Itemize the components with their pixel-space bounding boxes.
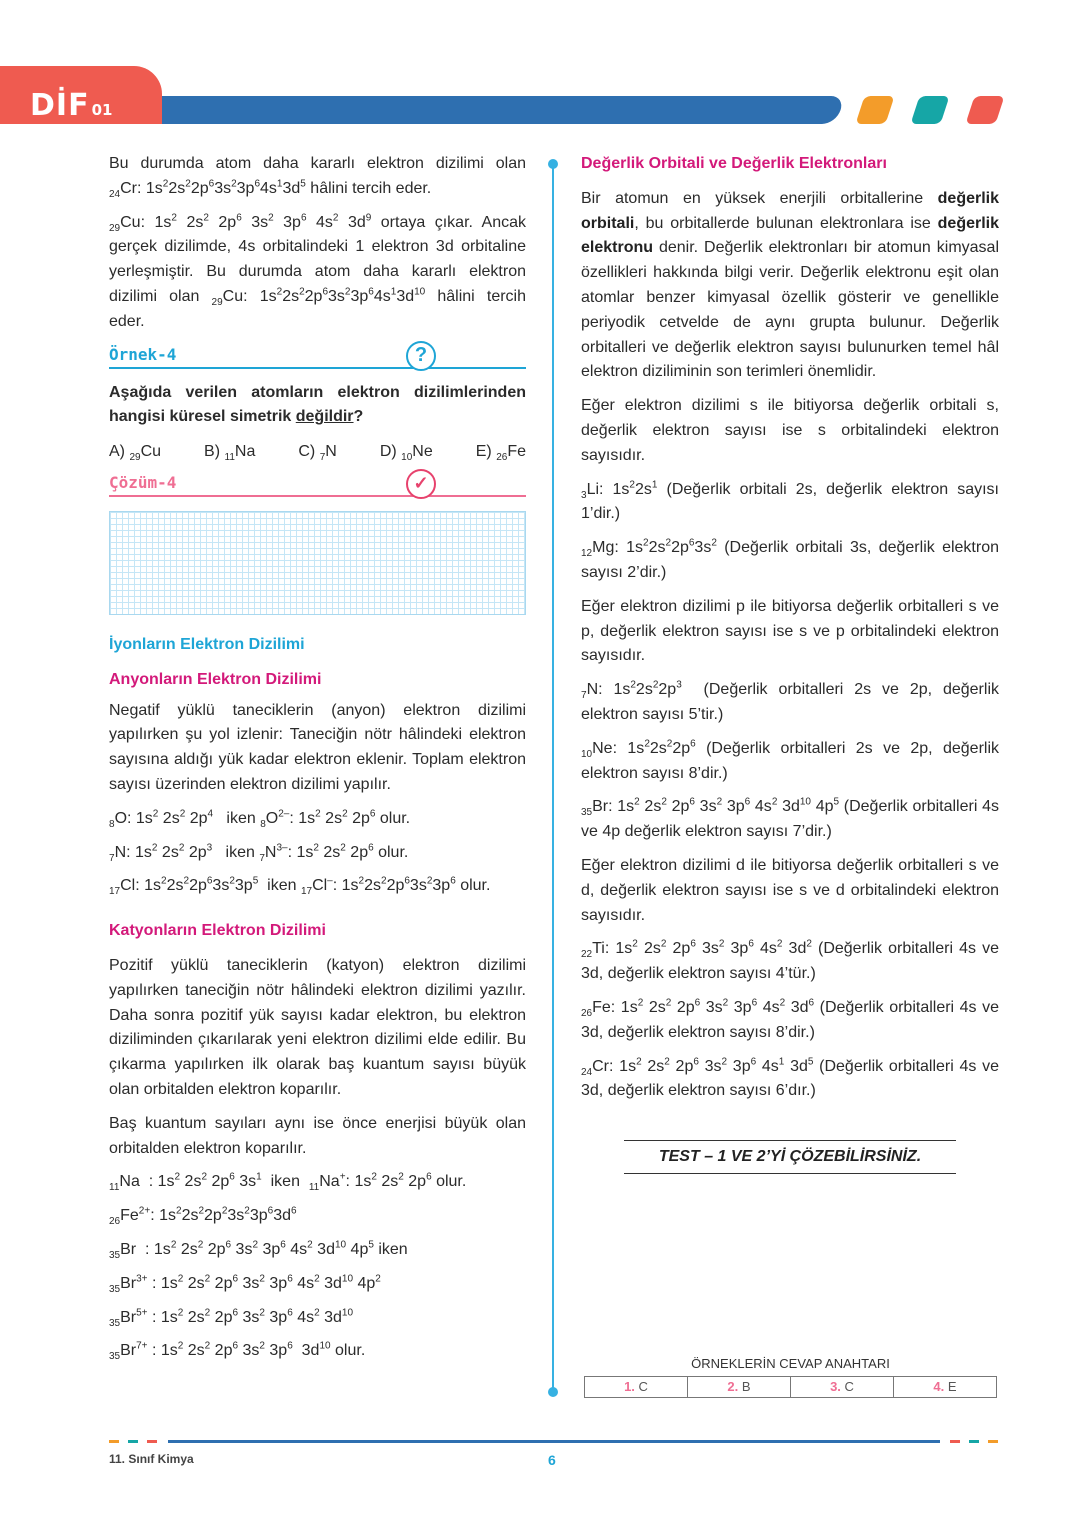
anion-example-o: $_8$O: $1s^2$ $2s^2$ $2p^4$ iken $_8O^{2-}$: $1s^2$ $2s^2$ $2p^6$ olur. (109, 808, 411, 830)
divider-dot-bottom (548, 1387, 558, 1397)
intro-text-1: Bu durumda atom daha kararlı elektron dizilimi olan (109, 155, 526, 172)
footer-rule (168, 1440, 940, 1443)
option-e[interactable]: E) $_{26}$Fe (475, 443, 526, 464)
footer-dash (950, 1440, 960, 1443)
anion-example-n: $_7$N: $1s^2$ $2s^2$ $2p^3$ iken $_7N^{3-}$: $1s^2$ $2s^2$ $2p^6$ olur. (109, 842, 409, 864)
page-number: 6 (548, 1452, 556, 1468)
p-example-br: $_{35}$Br: $1s^2$ $2s^2$ $2p^6$ $3s^2$ $3p^6$ $4s^2$ $3d^{10}$ $4p^5$ (Değerlik orbitalleri 4s ve 4p değerlik elektron sayısı 7’dir.) (581, 797, 999, 841)
footer-dash (109, 1440, 119, 1443)
cation-example-br5: $_{35}Br^{5+}$ : $1s^2$ $2s^2$ $2p^6$ $3s^2$ $3p^6$ $4s^2$ $3d^{10}$ (109, 1307, 354, 1329)
cation-example-fe: $_{26}Fe^{2+}$: $1s^22s^22p^23s^23p^63d^6$ (109, 1205, 297, 1228)
cation-example-br: $_{35}$Br : $1s^2$ $2s^2$ $2p^6$ $3s^2$ $3p^6$ $4s^2$ $3d^{10}$ $4p^5$ iken (109, 1239, 408, 1262)
example-header (109, 341, 526, 375)
answer-key-cell: 2. B (688, 1377, 791, 1397)
answer-key-cell: 3. C (791, 1377, 894, 1397)
ions-heading: İyonların Elektron Dizilimi (109, 635, 305, 653)
footer-course-label: 11. Sınıf Kimya (109, 1452, 194, 1466)
s-rule-text: Eğer elektron dizilimi s ile bitiyorsa değerlik orbitali s, değerlik elektron sayısı ise s orbitalindeki elektron sayısıdır. (581, 397, 999, 464)
anion-example-cl: $_{17}$Cl: $1s^22s^22p^63s^23p^5$ iken $_{17}$Cl–: $1s^22s^22p^63s^23p^6$ olur. (109, 876, 491, 898)
footer-dash (128, 1440, 138, 1443)
footer-dash (969, 1440, 979, 1443)
d-example-fe: $_{26}$Fe: $1s^2$ $2s^2$ $2p^6$ $3s^2$ $3p^6$ $4s^2$ $3d^6$ (Değerlik orbitalleri 4s ve 3d, değerlik elektron sayısı 8’dir.) (581, 997, 1000, 1041)
cation-example-br7: $_{35}Br^{7+}$ : $1s^2$ $2s^2$ $2p^6$ $3s^2$ $3p^6$ $3d^{10}$ olur. (109, 1340, 366, 1363)
answer-key-table (584, 1376, 997, 1398)
s-example-mg: $_{12}$Mg: $1s^22s^22p^63s^2$ (Değerlik orbitali 3s, değerlik elektron sayısı 2’dir.) (581, 537, 1000, 581)
cation-example-na: $_{11}$Na : $1s^2$ $2s^2$ $2p^6$ $3s^1$ iken $_{11}$Na+: $1s^2$ $2s^2$ $2p^6$ olur. (109, 1171, 467, 1194)
p-example-ne: $_{10}$Ne: $1s^22s^22p^6$ (Değerlik orbitalleri 2s ve 2p, değerlik elektron sayısı 8’dir.) (581, 738, 999, 782)
s-example-li: $_3$Li: $1s^22s^1$ (Değerlik orbitali 2s, değerlik elektron sayısı 1’dir.) (581, 479, 1000, 523)
divider-dot-top (548, 159, 558, 169)
cation-heading: Katyonların Elektron Dizilimi (109, 922, 326, 940)
example-question: Aşağıda verilen atomların elektron dizilimlerinden hangisi küresel simetrik değildir? (109, 383, 526, 426)
footer-dash (147, 1440, 157, 1443)
example-title: Örnek-4 (109, 344, 177, 364)
valence-intro: Bir atomun en yüksek enerjili orbitallerine değerlik orbitali, bu orbitallerde bulunan elektronlara ise değerlik elektronu denir. Değerlik elektronları bir atomun kimyasal özellikleri hakkında bilgi verir. Değerlik elektronu eşit olan atomlar benzer kimyasal özellik gösterir ve genellikle periyodik cetvelde de aynı grupta bulunur. Değerlik orbitalleri ve değerlik elektron sayısı bulunurken temel hâl elektron diziliminin son terimleri önemlidir. (581, 189, 999, 381)
header-bar (120, 96, 845, 124)
test-note: TEST – 1 VE 2’Yİ ÇÖZEBİLİRSİNİZ. (624, 1140, 956, 1174)
valence-heading: Değerlik Orbitali ve Değerlik Elektronları (581, 155, 887, 172)
solution-title: Çözüm-4 (109, 472, 177, 492)
checkmark-icon: ✓ (406, 469, 436, 499)
anion-text: Negatif yüklü taneciklerin (anyon) elektron dizilimi yapılırken şu yol izlenir: Taneciğin nötr hâlindeki elektron sayısına aldığı yük kadar elektron eklenir. Toplam elektron sayısı üzerinden elektron dizilimi yapılır. (109, 701, 526, 793)
solution-header (109, 469, 526, 503)
footer-dash (988, 1440, 998, 1443)
answer-key-cell: 4. E (933, 1379, 957, 1394)
d-example-ti: $_{22}$Ti: $1s^2$ $2s^2$ $2p^6$ $3s^2$ $3p^6$ $4s^2$ $3d^2$ (Değerlik orbitalleri 4s ve 3d, değerlik elektron sayısı 4’tür.) (581, 938, 999, 983)
option-c[interactable]: C) $_7$N (298, 443, 337, 464)
intro-cr-config: $_{24}$Cr: $1s^22s^22p^63s^23p^64s^13d^5$ hâlini tercih eder. (109, 178, 432, 200)
answer-options (109, 440, 526, 465)
d-example-cr: $_{24}$Cr: $1s^2$ $2s^2$ $2p^6$ $3s^2$ $3p^6$ $4s^1$ $3d^5$ (Değerlik orbitalleri 4s ve 3d, değerlik elektron sayısı 6’dır.) (581, 1056, 1000, 1100)
p-example-n: $_7$N: $1s^22s^22p^3$ (Değerlik orbitalleri 2s ve 2p, değerlik elektron sayısı 5’tir.) (581, 679, 999, 723)
column-divider (552, 160, 554, 1392)
question-icon: ? (406, 341, 436, 371)
d-rule-text: Eğer elektron dizilimi d ile bitiyorsa değerlik orbitalleri s ve d, değerlik elektron sayısı ise s ve d orbitalindeki elektron sayısıdır. (581, 856, 999, 924)
logo: DİF 01 (30, 88, 113, 123)
option-d[interactable]: D) $_{10}$Ne (379, 443, 433, 464)
answer-key-cell: 1. C (585, 1377, 688, 1397)
accent-chip-orange (855, 96, 894, 124)
cation-text: Pozitif yüklü taneciklerin (katyon) elektron dizilimi yapılırken taneciğin nötr hâlindeki elektron dizilimi yazılır. Daha sonra pozitif yük sayısı kadar elektron, bu elektron diziliminden çıkarılarak yeni elektron dizilimi elde edilir. Bu çıkarma yapılırken ilk olarak baş kuantum sayısı büyük olan orbitalden elektron koparılır. (109, 956, 526, 1098)
solution-rule (109, 495, 526, 497)
p-rule-text: Eğer elektron dizilimi p ile bitiyorsa değerlik orbitalleri s ve p, değerlik elektron sayısı ise s ve p orbitalindeki elektron sayısıdır. (581, 597, 999, 665)
left-column (109, 152, 526, 1364)
accent-chip-teal (910, 96, 949, 124)
right-column (581, 152, 999, 1104)
solution-grid-area[interactable] (109, 511, 526, 615)
page-header (0, 66, 1080, 126)
answer-key-title: ÖRNEKLERİN CEVAP ANAHTARI (691, 1356, 890, 1371)
option-b[interactable]: B) $_{11}$Na (204, 443, 256, 464)
intro-cu-text: $_{29}$Cu: $1s^2$ $2s^2$ $2p^6$ $3s^2$ $3p^6$ $4s^2$ $3d^9$ ortaya çıkar. Ancak gerçek dizilimde, 4s orbitalindeki 1 elektron 3d orbitaline yerleşmiştir. Bu durumda atom daha kararlı elektron dizilimi olan $_{29}$Cu: $1s^22s^22p^63s^23p^64s^13d^{10}$ hâlini tercih eder. (109, 212, 527, 330)
cation-text-2: Baş kuantum sayıları aynı ise önce enerjisi büyük olan orbitalden elektron koparılır. (109, 1114, 526, 1157)
option-a[interactable]: A) $_{29}$Cu (109, 443, 162, 464)
example-rule (109, 367, 526, 369)
accent-chip-red (965, 96, 1004, 124)
anion-heading: Anyonların Elektron Dizilimi (109, 670, 322, 688)
cation-example-br3: $_{35}Br^{3+}$ : $1s^2$ $2s^2$ $2p^6$ $3s^2$ $3p^6$ $4s^2$ $3d^{10}$ $4p^2$ (109, 1273, 381, 1295)
